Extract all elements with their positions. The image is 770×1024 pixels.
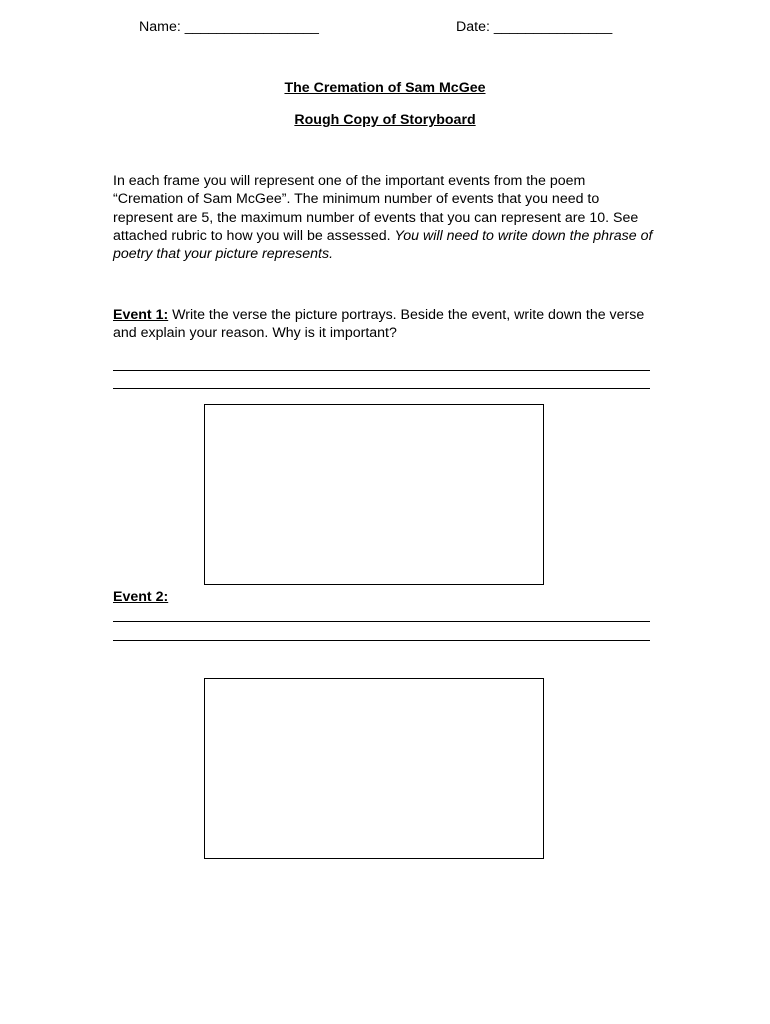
event-2-label: Event 2:: [113, 589, 169, 605]
event-1-answer-line-1[interactable]: [113, 370, 650, 371]
intro-paragraph: [113, 172, 658, 263]
intro-emphasis: You will need to write down the phrase of poetry that your picture represents.: [113, 227, 653, 263]
name-field-label: Name: _________________: [139, 19, 319, 35]
document-title: The Cremation of Sam McGee: [284, 80, 486, 96]
event-2-answer-line-1[interactable]: [113, 621, 650, 622]
event-1-answer-line-2[interactable]: [113, 388, 650, 389]
event-2-drawing-frame[interactable]: [204, 678, 544, 859]
event-2-heading: [113, 589, 168, 605]
date-field-label: Date: _______________: [456, 19, 613, 35]
event-1-instructions: [113, 306, 658, 343]
event-1-label: Event 1:: [113, 307, 169, 323]
intro-text: In each frame you will represent one of the important events from the poem “Cremation of Sam McGee”. The minimum number of events that you need to represent are 5, the maximum number of events that you can represent are 10. See attached rubric to how you will be assessed.: [113, 173, 639, 244]
event-1-text: Write the verse the picture portrays. Beside the event, write down the verse and explain your reason. Why is it important?: [113, 307, 645, 342]
event-2-answer-line-2[interactable]: [113, 640, 650, 641]
document-subtitle: Rough Copy of Storyboard: [294, 112, 476, 128]
event-1-drawing-frame[interactable]: [204, 404, 544, 585]
